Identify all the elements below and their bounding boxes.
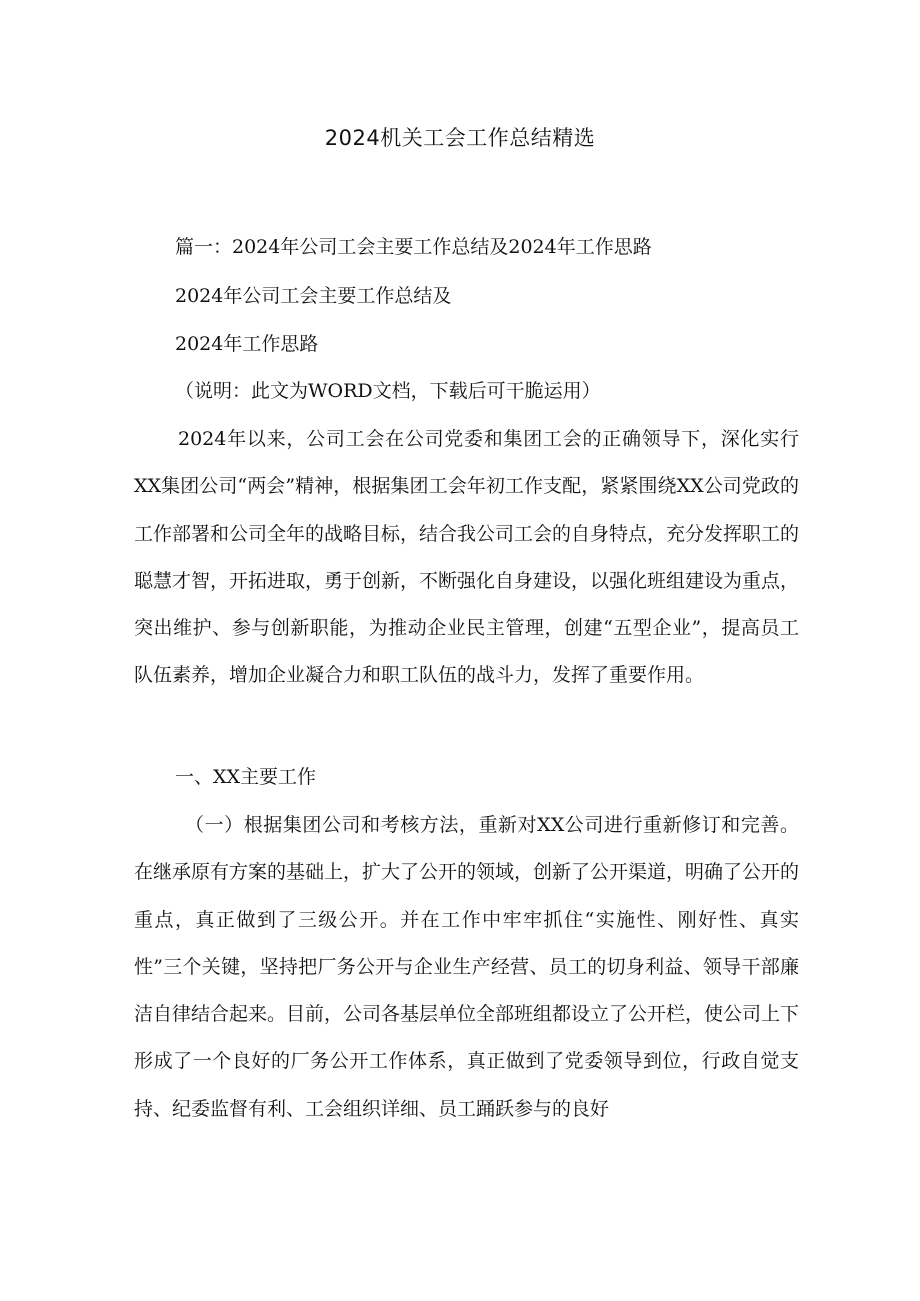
section-heading: 一、XX主要工作 bbox=[175, 766, 317, 788]
article-subheading-line-2: 2024年工作思路 bbox=[175, 333, 319, 355]
document-note: （说明：此文为WORD文档，下载后可干脆运用） bbox=[175, 380, 601, 402]
body-paragraph: （一）根据集团公司和考核方法，重新对XX公司进行重新修订和完善。在继承原有方案的基础上，扩大了公开的领域，创新了公开渠道，明确了公开的重点，真正做到了三级公开。并在工作中牢牢抓住“实施性、刚好性、真实性”三个关键，坚持把厂务公开与企业生产经营、员工的切身利益、领导干部廉洁自律结合起来。目前，公司各基层单位全部班组都设立了公开栏，使公司上下形成了一个良好的厂务公开工作体系，真正做到了党委领导到位，行政自觉支持、纪委监督有利、工会组织详细、员工踊跃参与的良好 bbox=[134, 814, 800, 1120]
article-subheading-line-1: 2024年公司工会主要工作总结及 bbox=[175, 285, 452, 307]
article-heading: 篇一：2024年公司工会主要工作总结及2024年工作思路 bbox=[175, 236, 652, 258]
document-title: 2024机关工会工作总结精选 bbox=[324, 126, 596, 150]
body-paragraph: 2024年以来，公司工会在公司党委和集团工会的正确领导下，深化实行XX集团公司“两会”精神，根据集团工会年初工作支配，紧紧围绕XX公司党政的工作部署和公司全年的战略目标，结合我公司工会的自身特点，充分发挥职工的聪慧才智，开拓进取，勇于创新，不断强化自身建设，以强化班组建设为重点，突出维护、参与创新职能，为推动企业民主管理，创建“五型企业”，提高员工队伍素养，增加企业凝合力和职工队伍的战斗力，发挥了重要作用。 bbox=[134, 428, 800, 687]
